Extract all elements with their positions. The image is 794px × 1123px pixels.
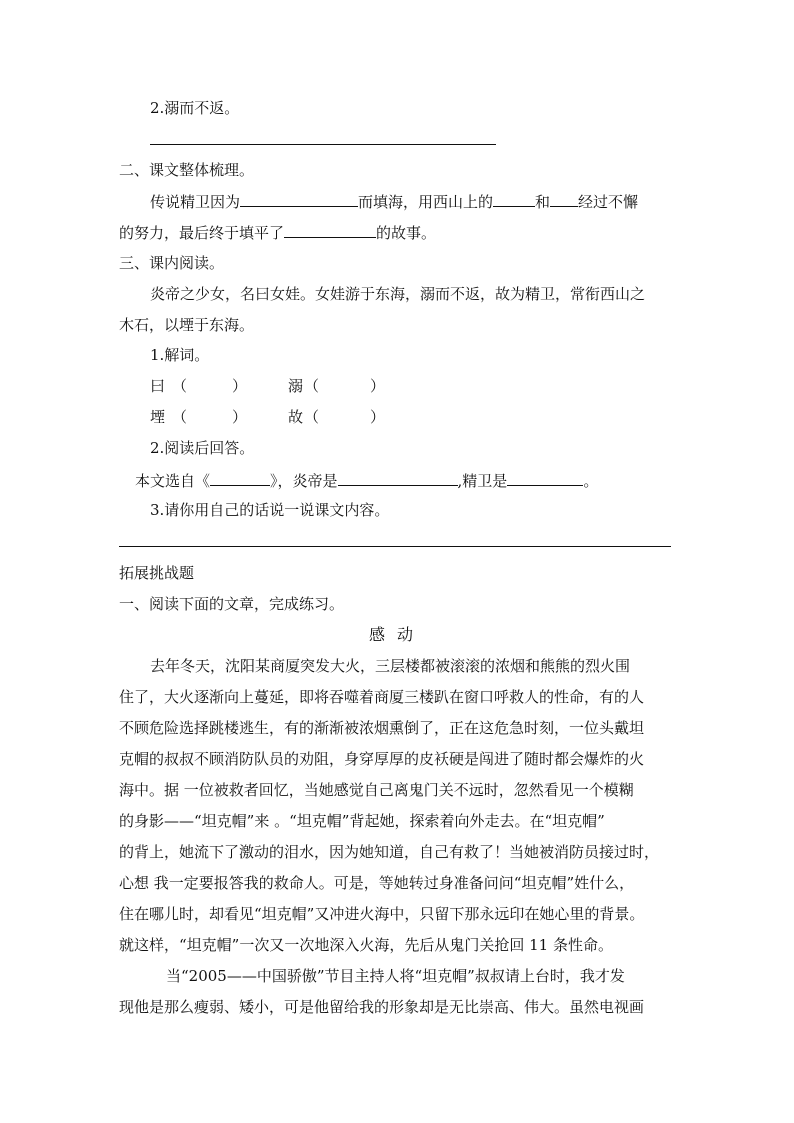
paren-close: ） bbox=[370, 408, 386, 426]
article-line: 不顾危险选择跳楼逃生，有的渐渐被浓烟熏倒了，正在这危急时刻，一位头戴坦 bbox=[119, 719, 645, 737]
question-item-2: 2.溺而不返。 bbox=[150, 99, 240, 117]
question-2-answer: 本文选自《 》，炎帝是 ,精卫是 。 bbox=[135, 469, 598, 491]
question-3: 3.请你用自己的话说一说课文内容。 bbox=[150, 501, 390, 519]
article-line: 的背上，她流下了激动的泪水，因为她知道，自己有救了！当她被消防员接过时， bbox=[119, 843, 660, 861]
article-line: 住在哪儿时，却看见“坦克帽”又冲进火海中，只留下那永远印在她心里的背景。 bbox=[119, 905, 645, 923]
blank-reason[interactable] bbox=[240, 190, 358, 207]
answer-line[interactable] bbox=[119, 546, 671, 547]
word-yin: 堙 bbox=[150, 408, 166, 426]
paren-open: （ bbox=[172, 408, 188, 426]
extension-subheading: 一、阅读下面的文章，完成练习。 bbox=[119, 595, 345, 613]
blank-source[interactable] bbox=[210, 469, 270, 486]
fill-line-1: 传说精卫因为 而填海，用西山上的 和 经过不懈 bbox=[150, 190, 638, 212]
word-ni: 溺 bbox=[288, 377, 304, 395]
article-line: 心想 我一定要报答我的救命人。可是，等她转过身准备问问“坦克帽”姓什么， bbox=[119, 874, 635, 892]
article-line: 克帽的叔叔不顾消防队员的劝阻，身穿厚厚的皮袄硬是闯进了随时都会爆炸的火 bbox=[119, 750, 645, 768]
extension-heading: 拓展挑战题 bbox=[119, 564, 195, 582]
paren-close: ） bbox=[370, 377, 386, 395]
section-heading-3: 三、课内阅读。 bbox=[119, 254, 225, 272]
article-title: 感动 bbox=[368, 625, 425, 644]
paren-close: ） bbox=[232, 408, 248, 426]
blank-yandi[interactable] bbox=[338, 469, 458, 486]
article-line: 住了，大火逐渐向上蔓延，即将吞噬着商厦三楼趴在窗口呼救人的性命，有的人 bbox=[119, 688, 645, 706]
blank-item-b[interactable] bbox=[550, 190, 578, 207]
article-line: 的身影——“坦克帽”来 。“坦克帽”背起她，探索着向外走去。在“坦克帽” bbox=[119, 812, 605, 830]
passage-line-2: 木石，以堙于东海。 bbox=[119, 316, 255, 334]
blank-item-a[interactable] bbox=[493, 190, 535, 207]
question-2: 2.阅读后回答。 bbox=[150, 439, 255, 457]
paren-open: （ bbox=[304, 408, 320, 426]
section-heading-2: 二、课文整体梳理。 bbox=[119, 161, 255, 179]
paren-open: （ bbox=[304, 377, 320, 395]
word-yue: 曰 bbox=[150, 377, 166, 395]
answer-line[interactable] bbox=[150, 144, 496, 145]
article-line: 当“2005——中国骄傲”节目主持人将“坦克帽”叔叔请上台时，我才发 bbox=[166, 967, 625, 985]
paren-open: （ bbox=[172, 377, 188, 395]
paren-close: ） bbox=[232, 377, 248, 395]
passage-line-1: 炎帝之少女，名曰女娃。女娃游于东海，溺而不返，故为精卫，常衔西山之 bbox=[150, 285, 646, 303]
blank-jingwei[interactable] bbox=[507, 469, 583, 486]
article-line: 就这样，“坦克帽”一次又一次地深入火海，先后从鬼门关抢回 11 条性命。 bbox=[119, 936, 613, 954]
article-line: 海中。据 一位被救者回忆，当她感觉自己离鬼门关不远时，忽然看见一个模糊 bbox=[119, 781, 634, 799]
question-1: 1.解词。 bbox=[150, 346, 210, 364]
article-line: 去年冬天，沈阳某商厦突发大火，三层楼都被滚滚的浓烟和熊熊的烈火围 bbox=[150, 657, 631, 675]
word-gu: 故 bbox=[288, 408, 304, 426]
fill-line-2: 的努力，最后终于填平了 的故事。 bbox=[119, 221, 436, 243]
article-line: 现他是那么瘦弱、矮小，可是他留给我的形象却是无比崇高、伟大。虽然电视画 bbox=[119, 998, 645, 1016]
blank-filled[interactable] bbox=[284, 221, 376, 238]
